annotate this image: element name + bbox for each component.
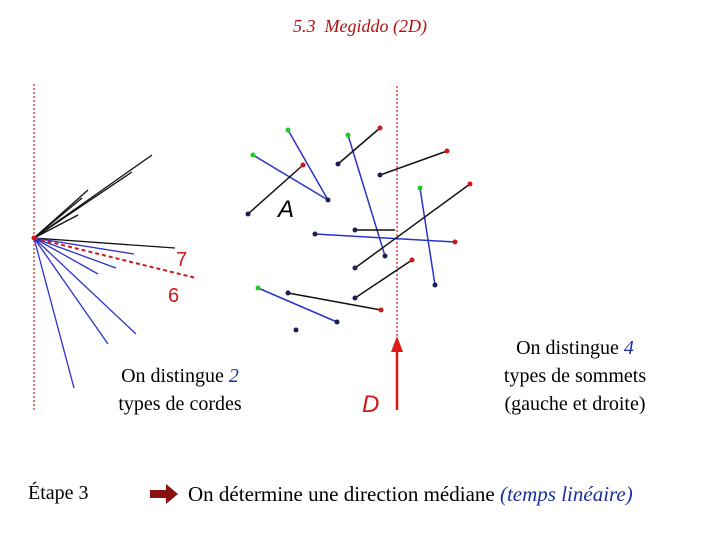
- black-segment: [338, 128, 380, 164]
- vertex-dark: [286, 291, 291, 296]
- vertex-dark: [353, 266, 358, 271]
- bottom-statement: [188, 482, 633, 507]
- vertex-dark: [326, 198, 331, 203]
- vertex-green: [256, 286, 261, 291]
- dark-vertices: [246, 162, 438, 333]
- bottom-main-text: On détermine une direction médiane: [188, 482, 500, 506]
- title-name: Megiddo: [324, 16, 389, 36]
- red-vertices: [301, 126, 473, 313]
- fan-black-line: [34, 207, 80, 238]
- blue-segment: [315, 234, 455, 242]
- vertex-dark: [383, 254, 388, 259]
- vertex-red: [378, 126, 383, 131]
- step-arrow-body: [150, 490, 168, 498]
- blue-segment: [288, 130, 328, 200]
- vertex-green: [286, 128, 291, 133]
- title-paren-open: (: [392, 16, 399, 36]
- step-arrow-head: [166, 484, 178, 504]
- step-label: Étape 3: [28, 482, 89, 504]
- left-caption-text: On distingue: [121, 365, 229, 387]
- vertex-green: [346, 133, 351, 138]
- left-caption-number: 2: [228, 365, 239, 387]
- vertex-dark: [433, 283, 438, 288]
- label-7: 7: [176, 249, 188, 271]
- right-caption-text: On distingue: [516, 337, 624, 359]
- d-arrow-head: [391, 336, 403, 352]
- label-A: A: [278, 196, 295, 223]
- vertex-red: [445, 149, 450, 154]
- black-segment: [355, 260, 412, 298]
- vertex-dark: [335, 320, 340, 325]
- title-dim: 2D: [398, 16, 421, 36]
- vertex-dark: [294, 328, 299, 333]
- black-segment: [355, 184, 470, 268]
- vertex-dark: [313, 232, 318, 237]
- vertex-red: [453, 240, 458, 245]
- blue-segment: [420, 188, 435, 285]
- label-6: 6: [168, 285, 180, 307]
- right-caption-line2: types de sommets: [503, 365, 647, 387]
- vertex-green: [251, 153, 256, 158]
- vertex-dark: [336, 162, 341, 167]
- vertex-dark: [353, 228, 358, 233]
- vertex-green: [418, 186, 423, 191]
- vertex-dark: [353, 296, 358, 301]
- title-number: 5.3: [293, 16, 316, 36]
- black-fan-lines: [34, 155, 175, 248]
- black-segment: [248, 165, 303, 214]
- bottom-paren-text: (temps linéaire): [499, 482, 633, 506]
- vertex-red: [410, 258, 415, 263]
- black-segment: [380, 151, 447, 175]
- label-D: D: [362, 391, 380, 418]
- left-caption: [60, 362, 300, 418]
- vertex-dark: [246, 212, 251, 217]
- right-caption: [440, 334, 710, 418]
- blue-segment: [253, 155, 328, 200]
- right-caption-number: 4: [623, 337, 634, 359]
- right-caption-line3: (gauche et droite): [504, 393, 646, 415]
- vertex-dark: [378, 173, 383, 178]
- title-paren-close: ): [420, 16, 427, 36]
- pivot-point: [32, 236, 37, 241]
- vertex-red: [301, 163, 306, 168]
- vertex-red: [379, 308, 384, 313]
- blue-segment: [258, 288, 337, 322]
- left-caption-line2: types de cordes: [118, 393, 242, 415]
- vertex-red: [468, 182, 473, 187]
- fan-black-line: [34, 198, 82, 238]
